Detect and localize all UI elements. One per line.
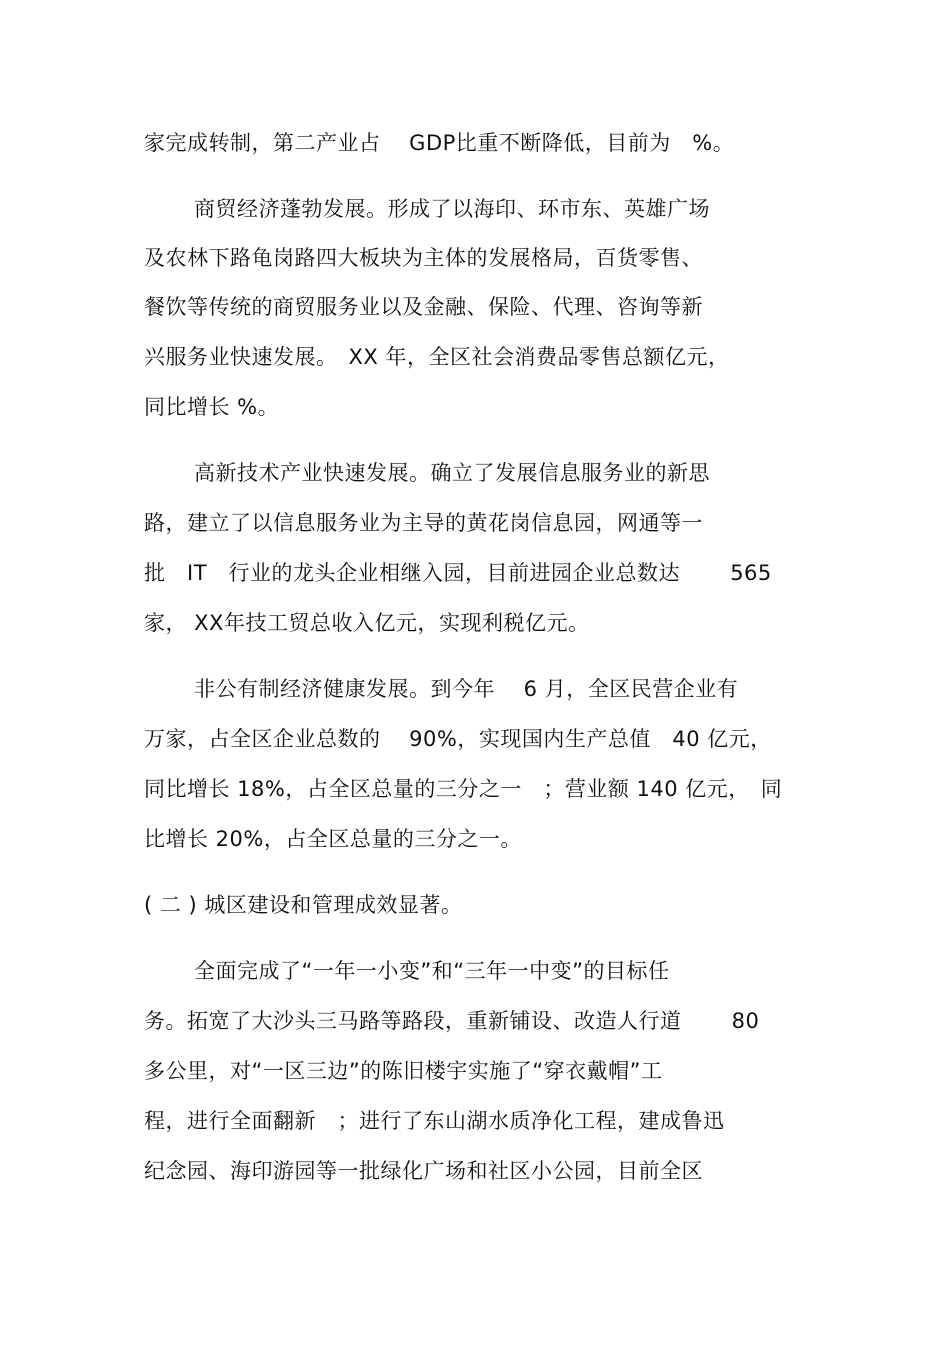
section-heading: ( 二 ) 城区建设和管理成效显著。: [144, 893, 463, 917]
text-line: 同比增长 18%，占全区总量的三分之一 ；营业额 140 亿元， 同: [144, 777, 783, 801]
paragraph-first-line: 商贸经济蓬勃发展。形成了以海印、环市东、英雄广场: [194, 197, 710, 221]
text-line: 纪念园、海印游园等一批绿化广场和社区小公园，目前全区: [144, 1159, 703, 1183]
text-line: 比增长 20%，占全区总量的三分之一。: [144, 827, 522, 851]
text-line: 万家，占全区企业总数的 90%，实现国内生产总值 40 亿元，: [144, 727, 772, 751]
text-line: 同比增长 %。: [144, 395, 280, 419]
paragraph-first-line: 全面完成了“一年一小变”和“三年一中变”的目标任: [194, 959, 670, 983]
paragraph-first-line: 高新技术产业快速发展。确立了发展信息服务业的新思: [194, 461, 710, 485]
paragraph-first-line: 非公有制经济健康发展。到今年 6 月，全区民营企业有: [194, 677, 739, 701]
text-line: 程，进行全面翻新 ；进行了东山湖水质净化工程，建成鲁迅: [144, 1109, 725, 1133]
text-line: 多公里，对“一区三边”的陈旧楼宇实施了“穿衣戴帽”工: [144, 1059, 663, 1083]
text-line: 批 IT 行业的龙头企业相继入园，目前进园企业总数达 565: [144, 561, 772, 585]
text-line: 务。拓宽了大沙头三马路等路段，重新铺设、改造人行道 80: [144, 1009, 760, 1033]
text-line: 路，建立了以信息服务业为主导的黄花岗信息园，网通等一: [144, 511, 703, 535]
text-line: 家完成转制，第二产业占 GDP比重不断降低，目前为 %。: [144, 131, 735, 155]
text-line: 及农林下路龟岗路四大板块为主体的发展格局，百货零售、: [144, 246, 703, 270]
text-line: 餐饮等传统的商贸服务业以及金融、保险、代理、咨询等新: [144, 295, 703, 319]
text-line: 兴服务业快速发展。 XX 年，全区社会消费品零售总额亿元，: [144, 345, 730, 369]
text-line: 家， XX年技工贸总收入亿元，实现利税亿元。: [144, 611, 590, 635]
